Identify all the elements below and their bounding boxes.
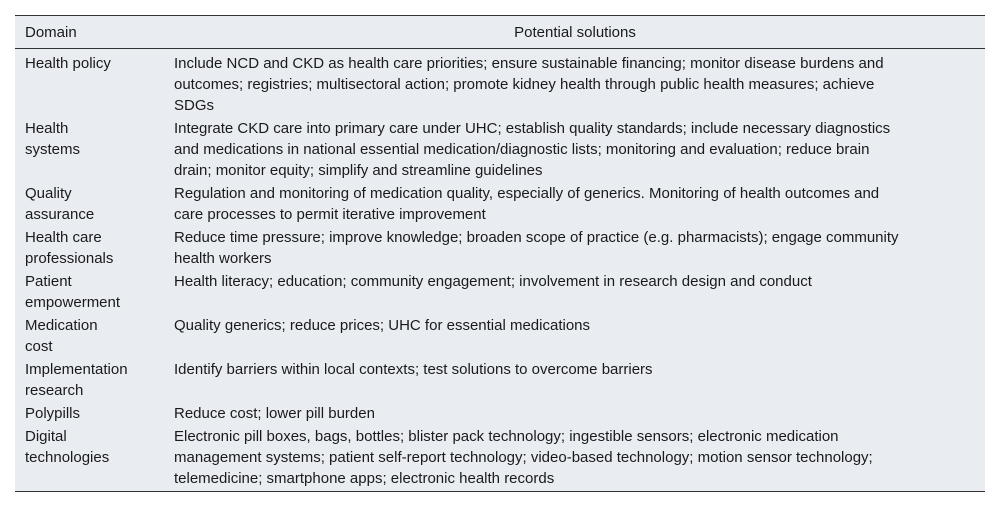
table-row: [15, 49, 985, 118]
header-domain: Domain: [15, 16, 165, 49]
domain-line: Medication: [25, 317, 98, 334]
solution-cell: [165, 117, 985, 182]
table-row: [15, 402, 985, 425]
solution-line: health workers: [174, 250, 272, 267]
domain-line: Quality: [25, 185, 72, 202]
domain-line: Patient: [25, 273, 72, 290]
domain-cell: [15, 425, 165, 490]
domain-cell: [15, 402, 165, 425]
solution-cell: [165, 314, 985, 358]
domain-cell: [15, 182, 165, 226]
solution-cell: [165, 402, 985, 425]
table-row: [15, 425, 985, 490]
solution-cell: [165, 226, 985, 270]
solutions-table-container: [15, 15, 985, 492]
table-row: [15, 314, 985, 358]
domain-line: professionals: [25, 250, 114, 267]
header-row: [15, 16, 985, 49]
solution-line: care processes to permit iterative improvement: [174, 206, 486, 223]
solution-line: SDGs: [174, 97, 215, 114]
domain-line: Health care: [25, 229, 102, 246]
solution-line: Reduce time pressure; improve knowledge; broaden scope of practice (e.g. pharmacists); engage community: [174, 229, 899, 246]
domain-line: Health policy: [25, 55, 111, 72]
solution-line: Integrate CKD care into primary care under UHC; establish quality standards; include necessary diagnostics: [174, 120, 891, 137]
solution-line: Electronic pill boxes, bags, bottles; blister pack technology; ingestible sensors; electronic medication: [174, 428, 839, 445]
solution-cell: [165, 270, 985, 314]
solution-line: Include NCD and CKD as health care priorities; ensure sustainable financing; monitor disease burdens and: [174, 55, 884, 72]
header-potential-solutions: Potential solutions: [165, 16, 985, 49]
solution-cell: [165, 49, 985, 118]
domain-cell: [15, 314, 165, 358]
domain-line: systems: [25, 141, 81, 158]
solution-line: outcomes; registries; multisectoral action; promote kidney health through public health measures; achieve: [174, 76, 875, 93]
table-row: [15, 226, 985, 270]
domain-line: Health: [25, 120, 69, 137]
domain-line: technologies: [25, 449, 110, 466]
solution-line: Reduce cost; lower pill burden: [174, 405, 375, 422]
domain-cell: [15, 270, 165, 314]
table-row: [15, 182, 985, 226]
domain-line: assurance: [25, 206, 95, 223]
solution-line: and medications in national essential medication/diagnostic lists; monitoring and evaluation; reduce brain: [174, 141, 870, 158]
domain-line: empowerment: [25, 294, 121, 311]
domain-line: research: [25, 382, 84, 399]
solution-line: telemedicine; smartphone apps; electronic health records: [174, 470, 555, 487]
solution-line: drain; monitor equity; simplify and streamline guidelines: [174, 162, 543, 179]
solution-line: Identify barriers within local contexts; test solutions to overcome barriers: [174, 361, 653, 378]
table-row: [15, 270, 985, 314]
domain-line: Digital: [25, 428, 67, 445]
domain-cell: [15, 117, 165, 182]
solutions-table: [15, 16, 985, 490]
domain-cell: [15, 226, 165, 270]
solution-cell: [165, 425, 985, 490]
domain-cell: [15, 358, 165, 402]
solution-line: Quality generics; reduce prices; UHC for essential medications: [174, 317, 591, 334]
solution-line: management systems; patient self-report technology; video-based technology; motion sensor technology;: [174, 449, 873, 466]
table-row: [15, 358, 985, 402]
solution-cell: [165, 358, 985, 402]
domain-line: Polypills: [25, 405, 81, 422]
domain-cell: [15, 49, 165, 118]
table-header: [15, 16, 985, 49]
solution-line: Regulation and monitoring of medication quality, especially of generics. Monitoring of health outcomes and: [174, 185, 880, 202]
solution-line: Health literacy; education; community engagement; involvement in research design and conduct: [174, 273, 812, 290]
table-body: [15, 49, 985, 491]
domain-line: cost: [25, 338, 53, 355]
domain-line: Implementation: [25, 361, 128, 378]
table-row: [15, 117, 985, 182]
solution-cell: [165, 182, 985, 226]
